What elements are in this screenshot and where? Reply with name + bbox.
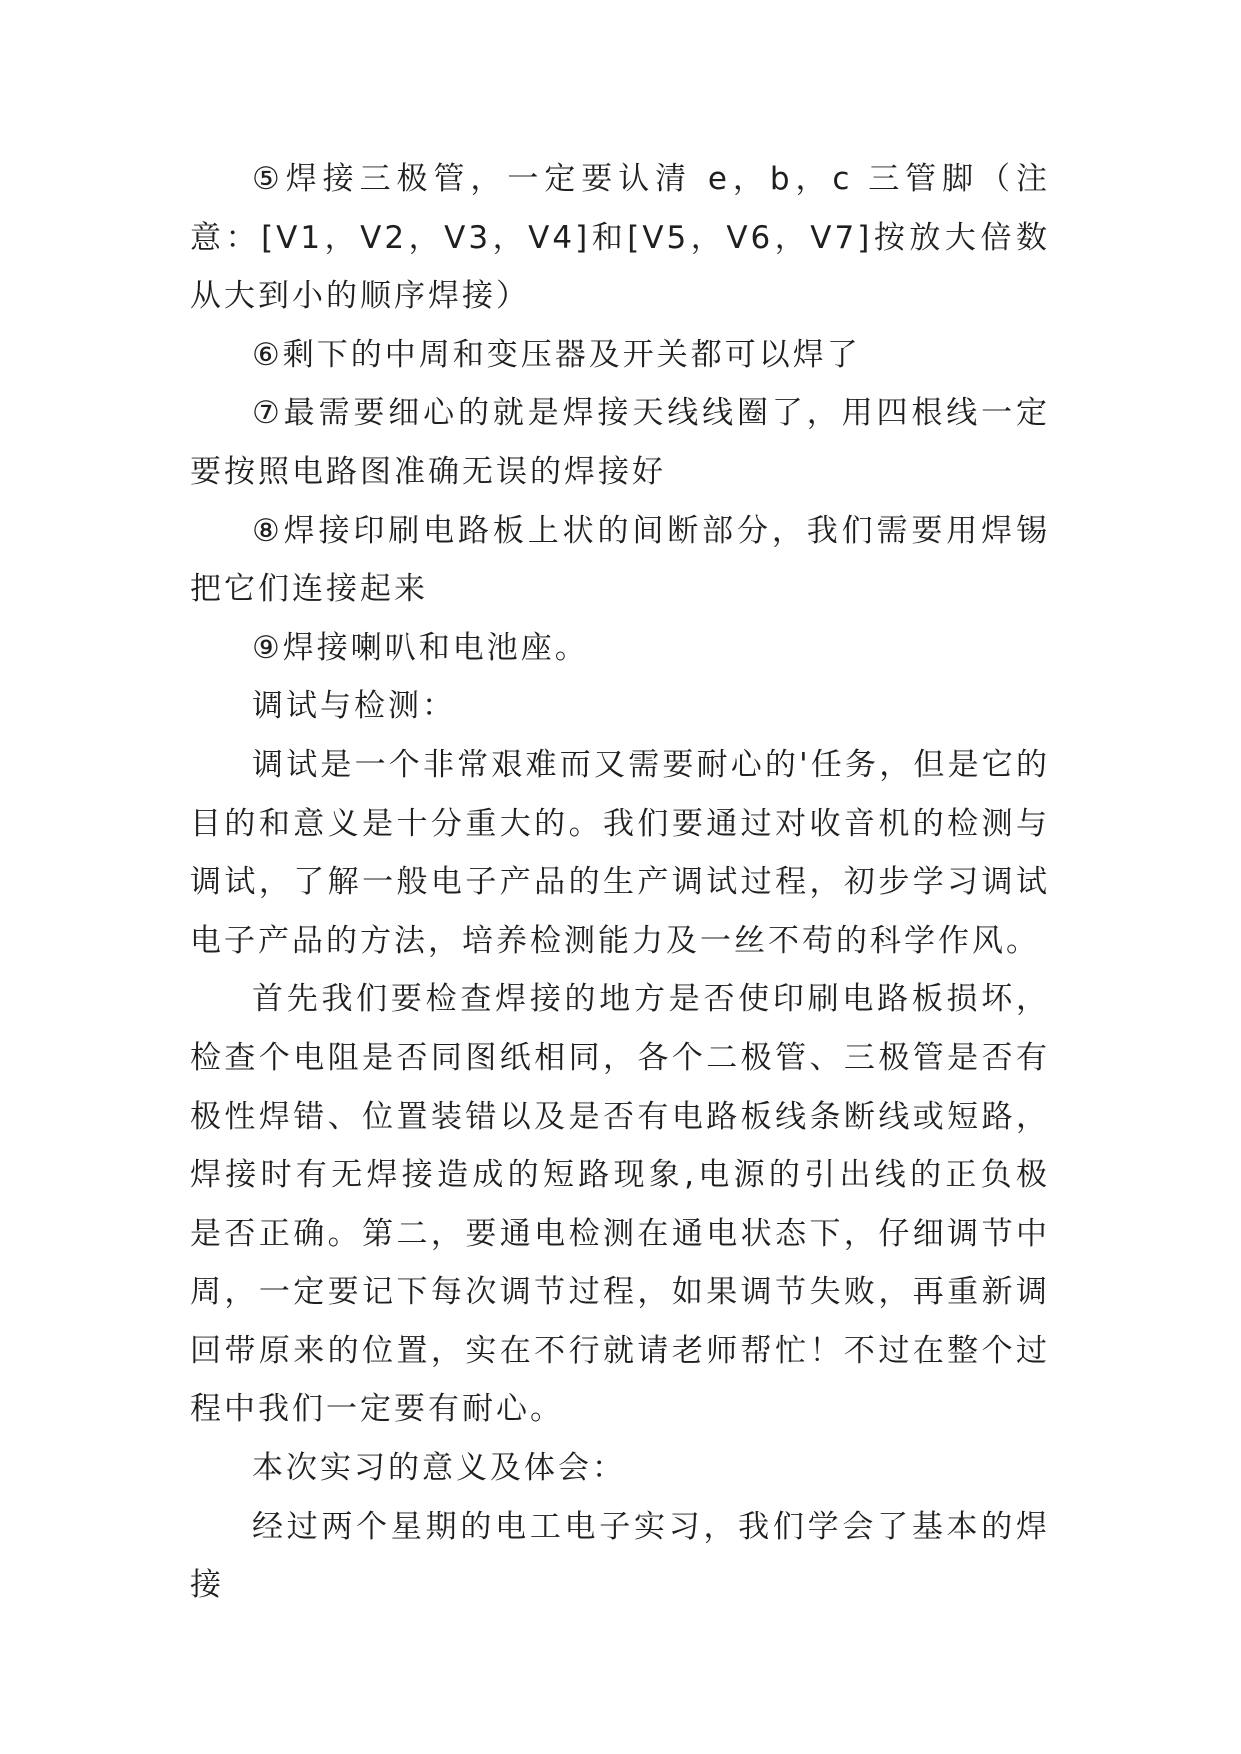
- paragraph-step-6: ⑥剩下的中周和变压器及开关都可以焊了: [252, 336, 861, 373]
- section-heading-reflection: 本次实习的意义及体会：: [252, 1450, 626, 1487]
- paragraph-step-9: ⑨焊接喇叭和电池座。: [252, 629, 589, 666]
- paragraph-step-5: ⑤焊接三极管，一定要认清 e，b，c 三管脚（注意：[V1，V2，V3，V4]和[V5，V6，V7]按放大倍数从大到小的顺序焊接）: [190, 161, 1050, 315]
- paragraph-debugging-intro: 调试是一个非常艰难而又需要耐心的'任务，但是它的目的和意义是十分重大的。我们要通过对收音机的检测与调试，了解一般电子产品的生产调试过程，初步学习调试电子产品的方法，培养检测能力及一丝不苟的科学作风。: [190, 746, 1050, 959]
- paragraph-step-8: ⑧焊接印刷电路板上状的间断部分，我们需要用焊锡把它们连接起来: [190, 512, 1050, 608]
- paragraph-reflection: 经过两个星期的电工电子实习，我们学会了基本的焊接: [190, 1508, 1050, 1604]
- section-heading-debugging: 调试与检测：: [252, 688, 456, 725]
- paragraph-step-7: ⑦最需要细心的就是焊接天线线圈了，用四根线一定要按照电路图准确无误的焊接好: [190, 395, 1050, 490]
- document-page: [190, 150, 1050, 1615]
- paragraph-debugging-steps: 首先我们要检查焊接的地方是否使印刷电路板损坏，检查个电阻是否同图纸相同，各个二极管、三极管是否有极性焊错、位置装错以及是否有电路板线条断线或短路，焊接时有无焊接造成的短路现象,电源的引出线的正负极是否正确。第二，要通电检测在通电状态下，仔细调节中周，一定要记下每次调节过程，如果调节失败，再重新调回带原来的位置，实在不行就请老师帮忙！不过在整个过程中我们一定要有耐心。: [190, 981, 1050, 1428]
